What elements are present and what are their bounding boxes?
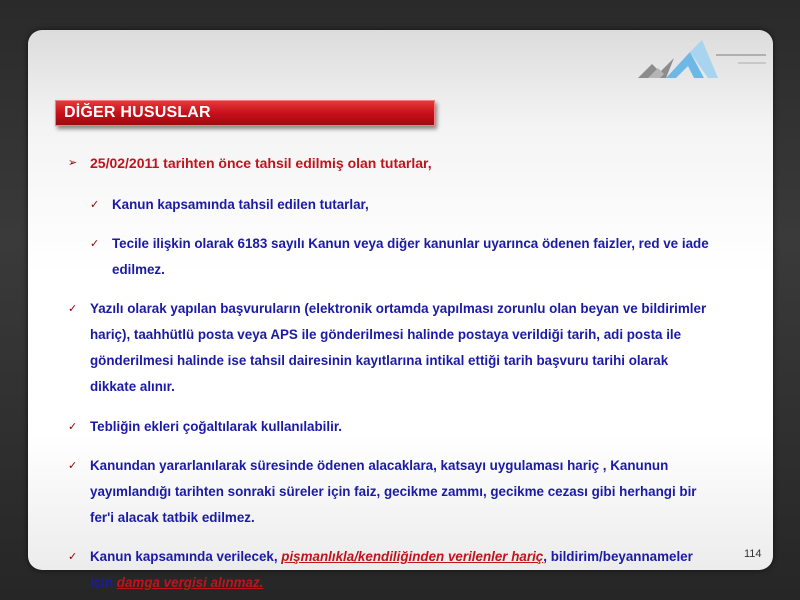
check-bullet-icon: ✓ [68,551,78,563]
check-bullet-icon: ✓ [90,199,100,211]
list-item-emphasis: damga vergisi alınmaz. [116,575,264,590]
list-item: Yazılı olarak yapılan başvuruların (elektronik ortamda yapılması zorunlu olan beyan ve bildirimler [90,301,707,316]
list-item-continued: gönderilmesi halinde ise tahsil dairesinin kayıtlarına intikal ettiği tarih başvuru tarihi olarak [90,353,669,368]
list-item-continued [90,570,263,596]
slide [28,30,773,590]
list-item-text: için [90,575,117,590]
list-item-text: , bildirim/beyannameler [543,549,693,564]
list-item-continued: hariç), taahhütlü posta veya APS ile gönderilmesi halinde postaya verildiği tarih, adi posta ile [90,327,682,342]
list-item: Kanundan yararlanılarak süresinde ödenen alacaklara, katsayı uygulaması hariç , Kanunun [90,458,669,473]
slide-title: DİĞER HUSUSLAR [64,104,211,121]
list-item-text: Kanun kapsamında verilecek, [90,549,282,564]
slide-title-bar [55,100,435,126]
list-item: 25/02/2011 tarihten önce tahsil edilmiş olan tutarlar, [90,155,432,171]
list-item-emphasis: pişmanlıkla/kendiliğinden verilenler hariç [281,549,544,564]
arrow-bullet-icon: ➢ [68,157,78,169]
list-item [90,544,693,570]
check-bullet-icon: ✓ [68,303,78,315]
list-item: Tebliğin ekleri çoğaltılarak kullanılabilir. [90,419,343,434]
list-item-continued: edilmez. [112,262,165,277]
list-item: Kanun kapsamında tahsil edilen tutarlar, [112,197,369,212]
check-bullet-icon: ✓ [68,460,78,472]
check-bullet-icon: ✓ [90,238,100,250]
list-item-continued: dikkate alınır. [90,379,175,394]
check-bullet-icon: ✓ [68,421,78,433]
list-item: Tecile ilişkin olarak 6183 sayılı Kanun veya diğer kanunlar uyarınca ödenen faizler, red ve iade [112,236,709,251]
list-item-continued: yayımlandığı tarihten sonraki süreler için faiz, gecikme zammı, gecikme cezası gibi herhangi bir [90,484,697,499]
company-logo [638,38,773,86]
list-item-continued: fer'i alacak tatbik edilmez. [90,510,255,525]
page-number: 114 [744,548,762,560]
